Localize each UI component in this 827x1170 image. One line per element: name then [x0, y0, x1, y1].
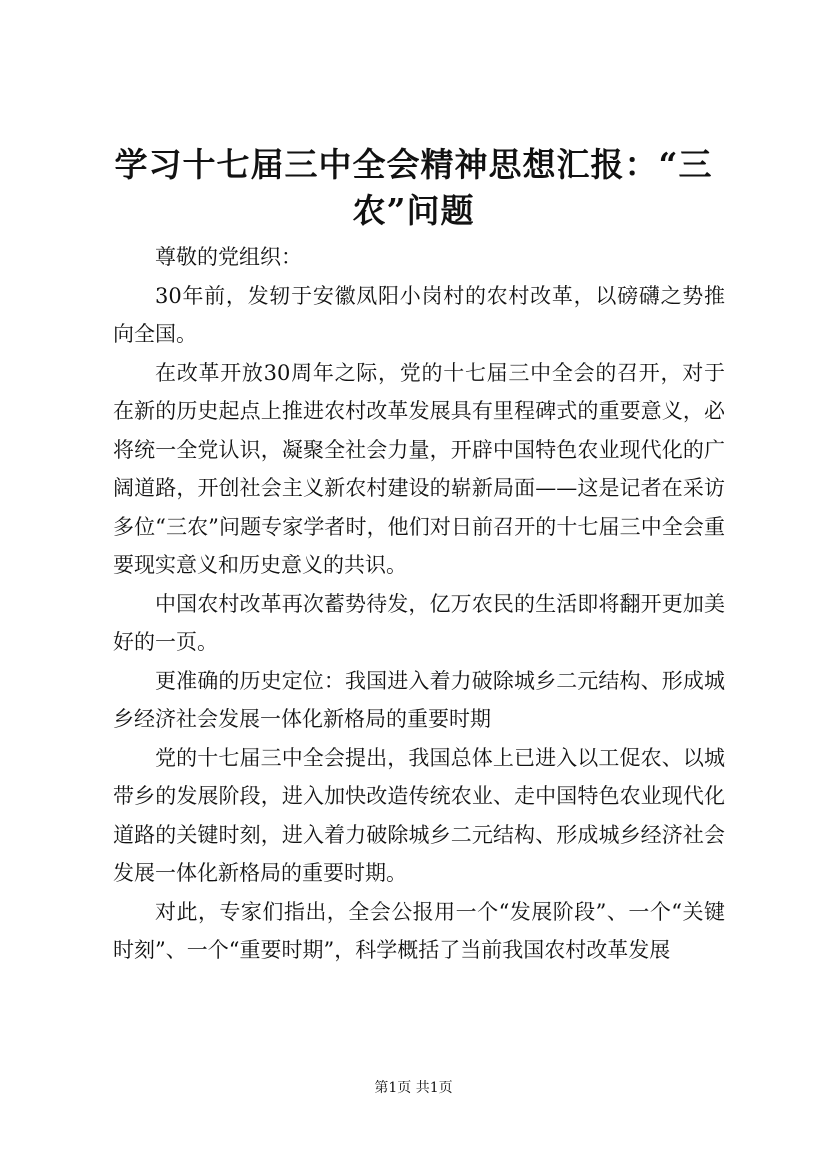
document-body [113, 238, 725, 970]
paragraph: 党的十七届三中全会提出，我国总体上已进入以工促农、以城带乡的发展阶段，进入加快改造传统农业、走中国特色农业现代化道路的关键时刻，进入着力破除城乡二元结构、形成城乡经济社会发展一体化新格局的重要时期。 [113, 745, 725, 885]
paragraph: 30年前，发轫于安徽凤阳小岗村的农村改革，以磅礴之势推向全国。 [113, 283, 725, 346]
paragraph-heading: 更准确的历史定位：我国进入着力破除城乡二元结构、形成城乡经济社会发展一体化新格局的重要时期 [113, 668, 725, 731]
paragraph-salutation: 尊敬的党组织： [155, 245, 302, 269]
document-title: 学习十七届三中全会精神思想汇报：“三农”问题 [114, 145, 713, 230]
paragraph: 对此，专家们指出，全会公报用一个“发展阶段”、一个“关键时刻”、一个“重要时期”，科学概括了当前我国农村改革发展 [113, 899, 725, 962]
page-footer: 第1页 共1页 [374, 1080, 453, 1096]
paragraph: 在改革开放30周年之际，党的十七届三中全会的召开，对于在新的历史起点上推进农村改革发展具有里程碑式的重要意义，必将统一全党认识，凝聚全社会力量，开辟中国特色农业现代化的广阔道路，开创社会主义新农村建设的崭新局面——这是记者在采访多位“三农”问题专家学者时，他们对日前召开的十七届三中全会重要现实意义和历史意义的共识。 [113, 360, 725, 577]
paragraph: 中国农村改革再次蓄势待发，亿万农民的生活即将翻开更加美好的一页。 [113, 591, 725, 654]
